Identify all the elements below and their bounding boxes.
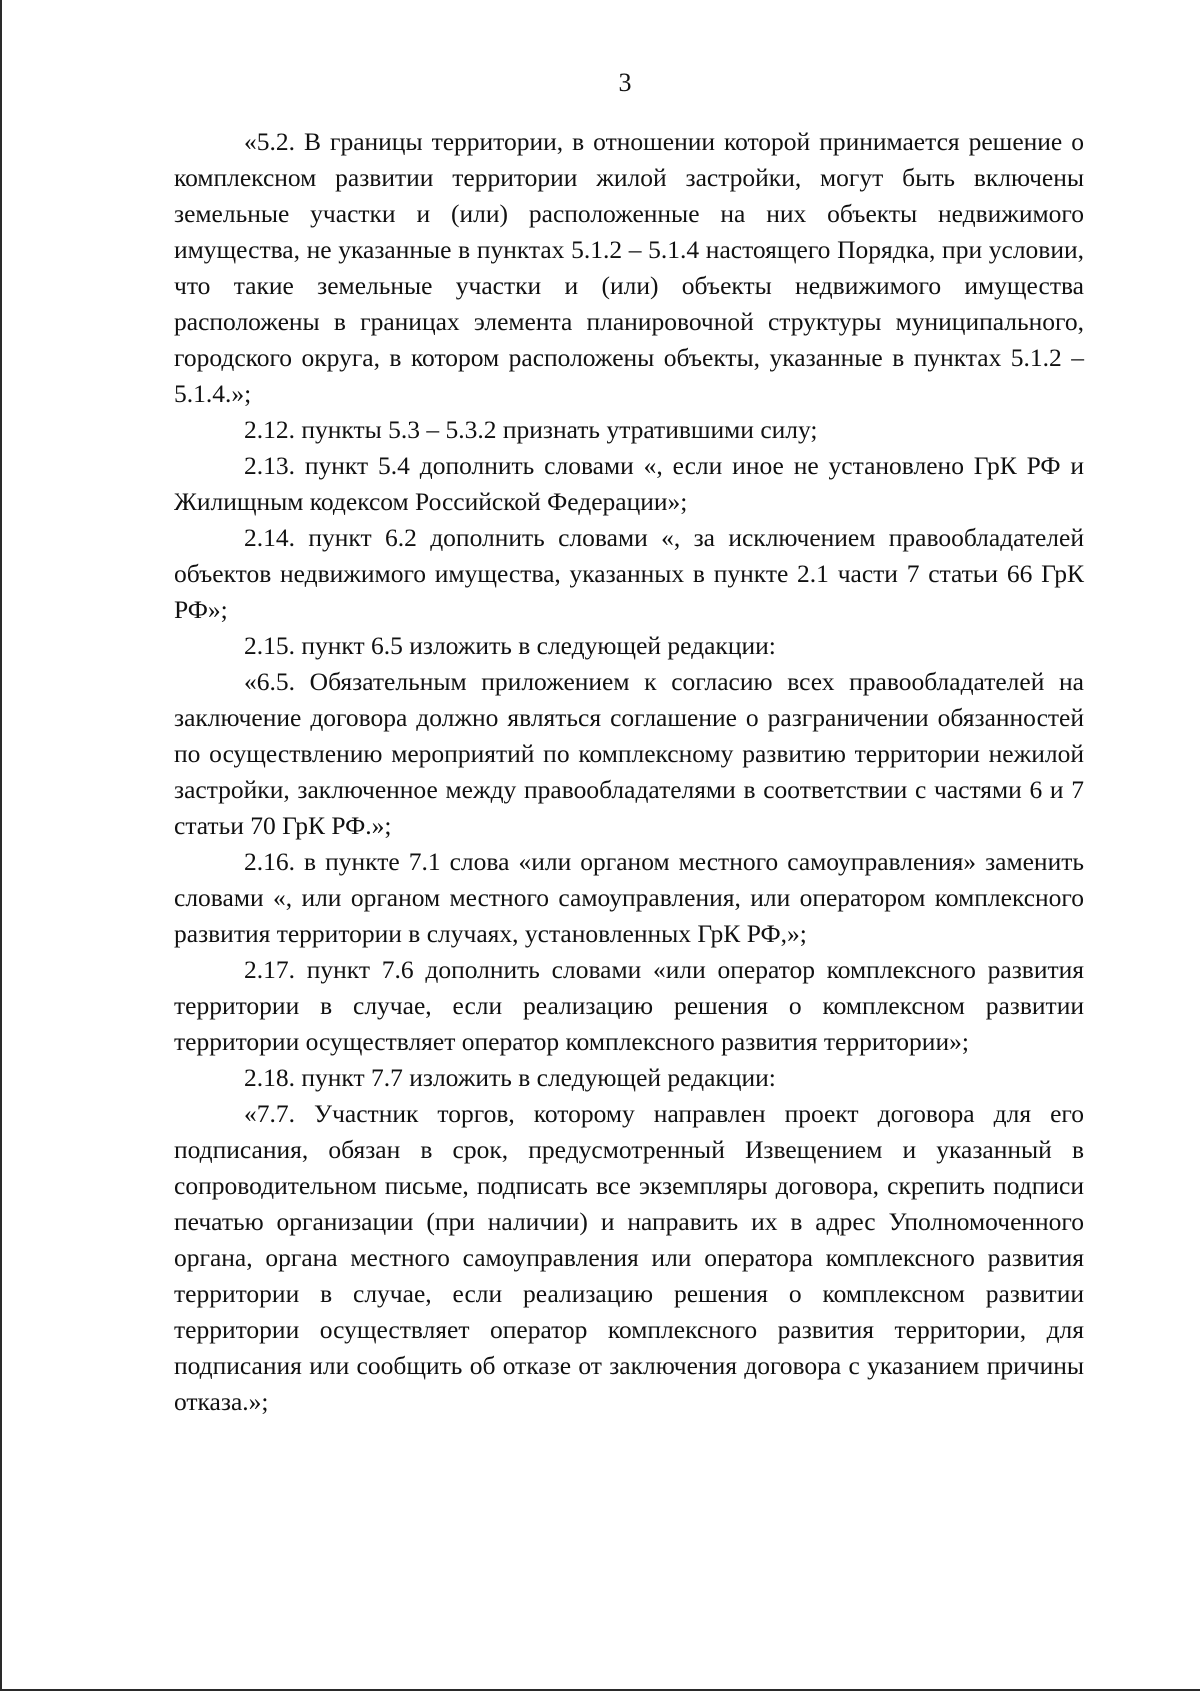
- paragraph-2-17: 2.17. пункт 7.6 дополнить словами «или оператор комплексного развития территории в случае, если реализацию решения о комплексном развитии территории осуществляет оператор комплексного развития территории»;: [174, 955, 1084, 1056]
- paragraph-5-2: «5.2. В границы территории, в отношении которой принимается решение о комплексном развитии территории жилой застройки, могут быть включены земельные участки и (или) расположенные на них объекты недвижимого имущества, не указанные в пунктах 5.1.2 – 5.1.4 настоящего Порядка, при условии, что такие земельные участки и (или) объекты недвижимого имущества расположены в границах элемента планировочной структуры муниципального, городского округа, в котором расположены объекты, указанные в пунктах 5.1.2 – 5.1.4.»;: [174, 127, 1084, 408]
- paragraph-7-7: «7.7. Участник торгов, которому направлен проект договора для его подписания, обязан в срок, предусмотренный Извещением и указанный в сопроводительном письме, подписать все экземпляры договора, скрепить подписи печатью организации (при наличии) и направить их в адрес Уполномоченного органа, органа местного самоуправления или оператора комплексного развития территории в случае, если реализацию решения о комплексном развитии территории осуществляет оператор комплексного развития территории, для подписания или сообщить об отказе от заключения договора с указанием причины отказа.»;: [174, 1099, 1084, 1416]
- paragraph-2-15: 2.15. пункт 6.5 изложить в следующей редакции:: [244, 631, 776, 660]
- paragraph-2-12: 2.12. пункты 5.3 – 5.3.2 признать утратившими силу;: [244, 415, 818, 444]
- paragraph-2-18: 2.18. пункт 7.7 изложить в следующей редакции:: [244, 1063, 776, 1092]
- paragraph-2-13: 2.13. пункт 5.4 дополнить словами «, если иное не установлено ГрК РФ и Жилищным кодексом Российской Федерации»;: [174, 451, 1084, 516]
- document-body: [174, 124, 1084, 1420]
- page-number: 3: [618, 68, 632, 97]
- paragraph-2-16: 2.16. в пункте 7.1 слова «или органом местного самоуправления» заменить словами «, или органом местного самоуправления, или оператором комплексного развития территории в случаях, установленных ГрК РФ,»;: [174, 847, 1084, 948]
- paragraph-2-14: 2.14. пункт 6.2 дополнить словами «, за исключением правообладателей объектов недвижимого имущества, указанных в пункте 2.1 части 7 статьи 66 ГрК РФ»;: [174, 523, 1084, 624]
- paragraph-6-5: «6.5. Обязательным приложением к согласию всех правообладателей на заключение договора должно являться соглашение о разграничении обязанностей по осуществлению мероприятий по комплексному развитию территории нежилой застройки, заключенное между правообладателями в соответствии с частями 6 и 7 статьи 70 ГрК РФ.»;: [174, 667, 1084, 840]
